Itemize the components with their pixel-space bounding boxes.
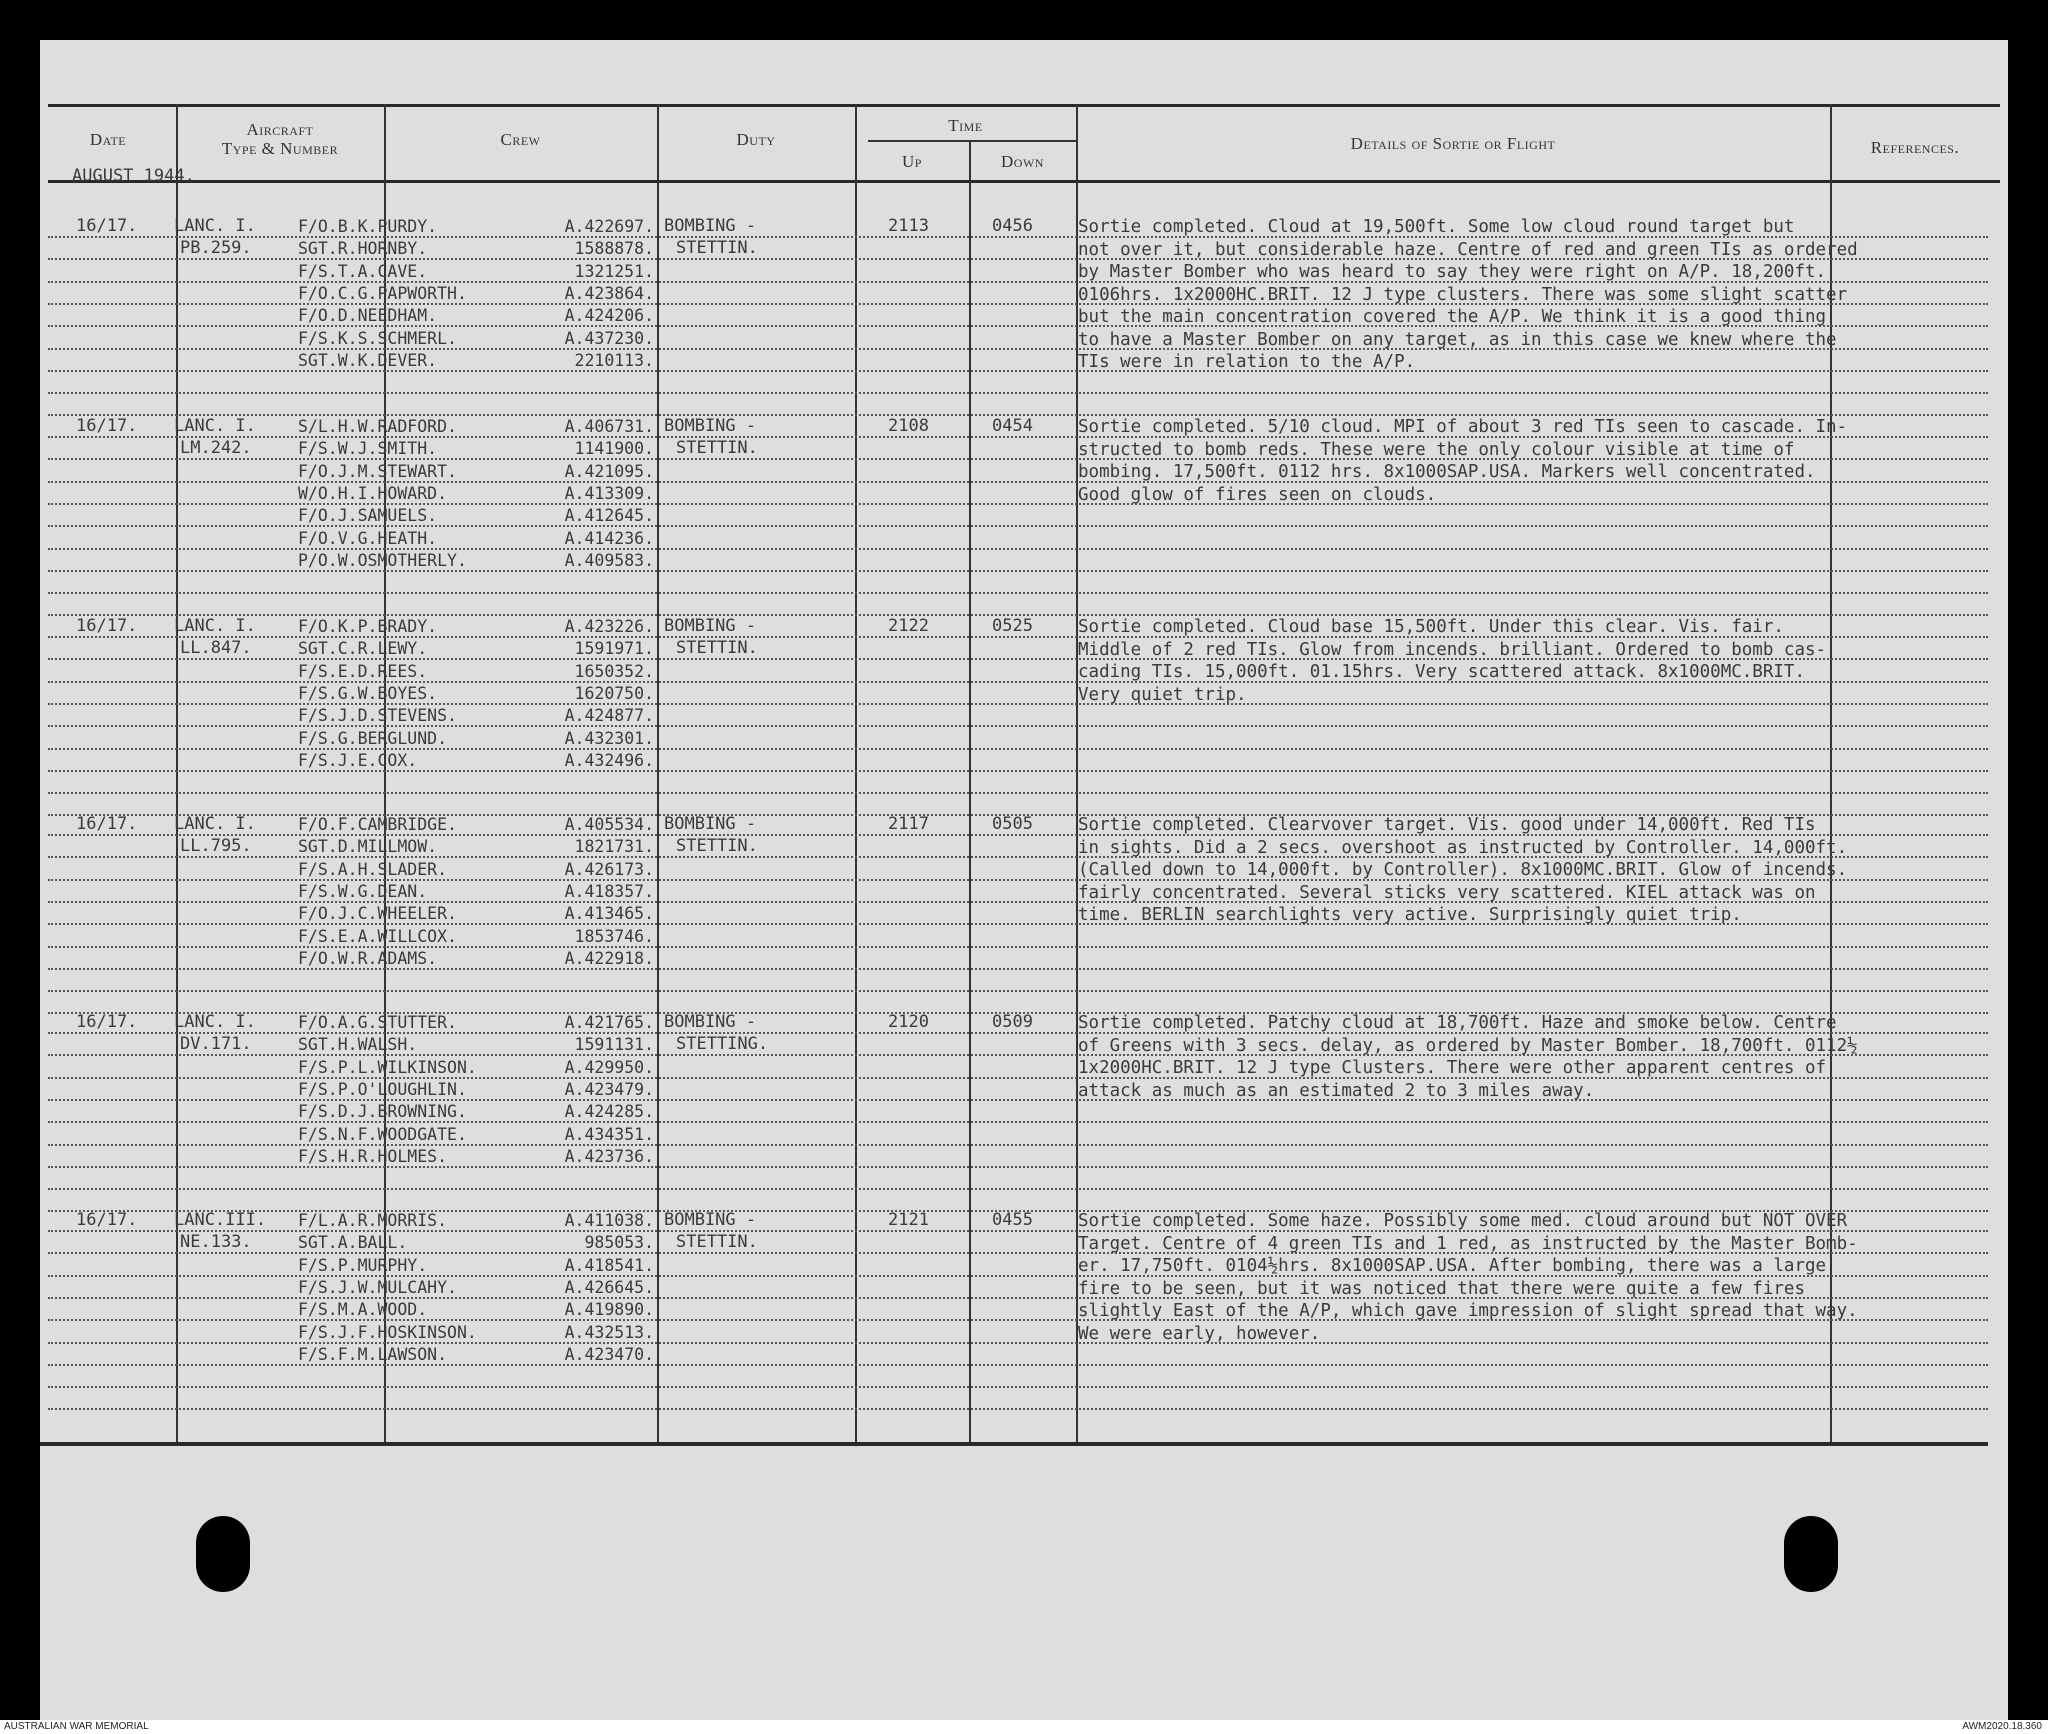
sortie-date: 16/17.	[76, 216, 138, 236]
crew-member-name: P/O.W.OSMOTHERLY.	[298, 550, 467, 570]
crew-member-name: SGT.R.HORNBY.	[298, 239, 428, 259]
crew-member-name: F/S.D.J.BROWNING.	[298, 1102, 467, 1122]
header-bottom-rule	[48, 180, 2000, 183]
header-details: Details of Sortie or Flight	[1350, 134, 1556, 153]
crew-member-number: A.406731.	[564, 417, 654, 436]
crew-member-number: A.421095.	[564, 461, 654, 481]
duty-line: BOMBING -	[664, 1210, 757, 1230]
crew-member-name: F/O.K.P.BRADY.	[298, 617, 438, 636]
crew-member-number: A.432513.	[564, 1322, 654, 1342]
detail-line: Target. Centre of 4 green TIs and 1 red, as instructed by the Master Bomb-	[1078, 1233, 1858, 1254]
detail-line: Sortie completed. Cloud at 19,500ft. Some low cloud round target but	[1078, 217, 1795, 237]
crew-member-name: F/S.J.W.MULCAHY.	[298, 1277, 457, 1297]
crew-member-number: A.414236.	[564, 528, 654, 548]
time-down: 0454	[992, 416, 1033, 436]
duty-line: BOMBING -	[664, 416, 757, 436]
ruled-line	[48, 592, 1988, 594]
aircraft-line: LANC. I.	[174, 814, 256, 834]
header-crew: Crew	[500, 130, 541, 149]
detail-line: (Called down to 14,000ft. by Controller). 8x1000MC.BRIT. Glow of incends.	[1078, 860, 1848, 880]
crew-member-number: 1591971.	[574, 639, 654, 659]
footer-institution: AUSTRALIAN WAR MEMORIAL	[4, 1721, 149, 1732]
aircraft-line: LANC. I.	[174, 416, 256, 436]
crew-member-name: F/S.M.A.WOOD.	[298, 1300, 428, 1320]
sortie-date: 16/17.	[76, 416, 138, 436]
record-sheet	[40, 40, 2008, 1720]
crew-member-number: A.426645.	[564, 1277, 654, 1297]
ruled-line	[48, 1386, 1988, 1388]
crew-member-number: A.423736.	[564, 1146, 654, 1166]
binder-hole-right	[1784, 1516, 1838, 1592]
binder-hole-left	[196, 1516, 250, 1592]
header-date: Date	[89, 130, 127, 149]
header-references: References.	[1870, 138, 1960, 157]
detail-line: 0106hrs. 1x2000HC.BRIT. 12 J type clusters. There was some slight scatter	[1078, 284, 1848, 305]
crew-member-name: F/S.J.F.HOSKINSON.	[298, 1322, 477, 1342]
crew-member-name: F/S.G.W.BOYES.	[298, 683, 438, 703]
crew-member-number: A.418541.	[564, 1255, 654, 1275]
crew-member-name: F/S.H.R.HOLMES.	[298, 1146, 448, 1166]
time-down: 0456	[992, 216, 1033, 236]
detail-line: fairly concentrated. Several sticks very scattered. KIEL attack was on	[1078, 882, 1816, 903]
header-duty: Duty	[736, 130, 776, 149]
detail-line: time. BERLIN searchlights very active. Surprisingly quiet trip.	[1078, 905, 1742, 925]
crew-member-number: A.421765.	[564, 1013, 654, 1032]
detail-line: but the main concentration covered the A/P. We think it is a good thing	[1078, 307, 1827, 327]
aircraft-line: LM.242.	[180, 438, 252, 459]
duty-line: BOMBING -	[664, 216, 757, 236]
month-label: AUGUST 1944.	[72, 166, 195, 186]
detail-line: cading TIs. 15,000ft. 01.15hrs. Very scattered attack. 8x1000MC.BRIT.	[1078, 662, 1805, 682]
crew-member-name: F/S.E.A.WILLCOX.	[298, 926, 457, 946]
detail-line: Very quiet trip.	[1078, 684, 1247, 705]
crew-member-number: 985053.	[584, 1233, 654, 1253]
crew-member-name: S/L.H.W.RADFORD.	[298, 417, 457, 436]
detail-line: We were early, however.	[1078, 1323, 1321, 1344]
crew-member-name: SGT.C.R.LEWY.	[298, 639, 428, 659]
detail-line: er. 17,750ft. 0104½hrs. 8x1000SAP.USA. After bombing, there was a large	[1078, 1256, 1827, 1276]
table-bottom-rule	[40, 1442, 1988, 1446]
crew-member-name: SGT.A.BALL.	[298, 1233, 408, 1253]
crew-member-number: A.422697.	[564, 217, 654, 236]
crew-member-name: F/S.K.S.SCHMERL.	[298, 328, 457, 348]
detail-line: Sortie completed. Patchy cloud at 18,700ft. Haze and smoke below. Centre	[1078, 1013, 1837, 1033]
time-subheader-rule	[868, 140, 1078, 142]
ruled-line	[48, 1408, 1988, 1410]
time-up: 2122	[888, 616, 929, 636]
detail-line: 1x2000HC.BRIT. 12 J type Clusters. There were other apparent centres of	[1078, 1058, 1827, 1078]
ruled-line	[48, 392, 1988, 394]
detail-line: slightly East of the A/P, which gave impression of slight spread that way.	[1078, 1301, 1858, 1321]
detail-line: Sortie completed. Some haze. Possibly some med. cloud around but NOT OVER	[1078, 1211, 1848, 1231]
crew-member-number: 1321251.	[574, 261, 654, 281]
crew-member-name: F/O.J.SAMUELS.	[298, 506, 438, 526]
detail-line: by Master Bomber who was heard to say they were right on A/P. 18,200ft.	[1078, 262, 1827, 282]
crew-member-number: A.424206.	[564, 306, 654, 326]
crew-member-name: F/O.B.K.PURDY.	[298, 217, 438, 236]
crew-member-name: F/O.D.NEEDHAM.	[298, 306, 438, 326]
crew-member-name: F/S.F.M.LAWSON.	[298, 1344, 448, 1364]
crew-member-name: F/S.W.G.DEAN.	[298, 881, 428, 901]
time-up: 2113	[888, 216, 929, 236]
header-aircraft: Aircraft Type & Number	[221, 120, 339, 158]
crew-member-name: F/S.P.O'LOUGHLIN.	[298, 1079, 467, 1099]
crew-member-name: F/S.G.BERGLUND.	[298, 728, 448, 748]
crew-member-number: A.437230.	[564, 328, 654, 348]
detail-line: of Greens with 3 secs. delay, as ordered by Master Bomber. 18,700ft. 0112½	[1078, 1035, 1858, 1056]
crew-member-number: A.432301.	[564, 728, 654, 748]
crew-member-name: F/S.A.H.SLADER.	[298, 859, 448, 879]
sortie-date: 16/17.	[76, 1012, 138, 1032]
crew-member-number: 1821731.	[574, 837, 654, 857]
detail-line: not over it, but considerable haze. Centre of red and green TIs as ordered	[1078, 239, 1858, 260]
aircraft-line: DV.171.	[180, 1034, 252, 1055]
aircraft-line: LL.795.	[180, 836, 252, 857]
crew-member-name: F/S.W.J.SMITH.	[298, 439, 438, 459]
ruled-line	[48, 792, 1988, 794]
crew-member-number: A.429950.	[564, 1057, 654, 1077]
duty-line: STETTING.	[676, 1034, 769, 1055]
crew-member-name: SGT.W.K.DEVER.	[298, 350, 438, 370]
crew-member-number: A.418357.	[564, 881, 654, 901]
detail-line: Good glow of fires seen on clouds.	[1078, 484, 1437, 505]
ruled-line	[48, 990, 1988, 992]
crew-member-number: A.413309.	[564, 483, 654, 503]
crew-member-number: 1591131.	[574, 1035, 654, 1055]
duty-line: BOMBING -	[664, 1012, 757, 1032]
time-up: 2108	[888, 416, 929, 436]
footer-accession-number: AWM2020.18.360	[1962, 1721, 2042, 1732]
aircraft-line: LANC. I.	[174, 216, 256, 236]
detail-line: structed to bomb reds. These were the only colour visible at time of	[1078, 439, 1795, 460]
crew-member-name: F/S.J.E.COX.	[298, 750, 418, 770]
crew-member-number: A.423864.	[564, 283, 654, 303]
crew-member-name: F/O.J.M.STEWART.	[298, 461, 457, 481]
detail-line: Middle of 2 red TIs. Glow from incends. brilliant. Ordered to bomb cas-	[1078, 639, 1827, 660]
detail-line: Sortie completed. Clearvover target. Vis. good under 14,000ft. Red TIs	[1078, 815, 1816, 835]
archive-footer	[0, 1720, 2048, 1734]
sortie-date: 16/17.	[76, 814, 138, 834]
crew-member-number: A.405534.	[564, 815, 654, 834]
detail-line: to have a Master Bomber on any target, as in this case we knew where the	[1078, 329, 1837, 350]
crew-member-number: A.423479.	[564, 1079, 654, 1099]
time-down: 0505	[992, 814, 1033, 834]
aircraft-line: LANC. I.	[174, 1012, 256, 1032]
crew-member-name: F/O.C.G.PAPWORTH.	[298, 283, 467, 303]
crew-member-name: F/O.W.R.ADAMS.	[298, 948, 438, 968]
crew-member-number: A.412645.	[564, 506, 654, 526]
crew-member-number: A.424877.	[564, 706, 654, 726]
sortie-date: 16/17.	[76, 616, 138, 636]
crew-member-name: W/O.H.I.HOWARD.	[298, 483, 448, 503]
crew-member-number: A.409583.	[564, 550, 654, 570]
detail-line: bombing. 17,500ft. 0112 hrs. 8x1000SAP.USA. Markers well concentrated.	[1078, 462, 1816, 482]
header-time: Time	[948, 116, 983, 135]
detail-line: Sortie completed. 5/10 cloud. MPI of about 3 red TIs seen to cascade. In-	[1078, 417, 1848, 437]
detail-line: fire to be seen, but it was noticed that there were quite a few fires	[1078, 1278, 1805, 1299]
crew-member-number: A.426173.	[564, 859, 654, 879]
crew-member-name: F/S.E.D.REES.	[298, 661, 428, 681]
duty-line: STETTIN.	[676, 836, 758, 857]
crew-member-name: F/O.F.CAMBRIDGE.	[298, 815, 457, 834]
crew-member-number: 1620750.	[574, 683, 654, 703]
crew-member-number: A.422918.	[564, 948, 654, 968]
crew-member-number: A.423226.	[564, 617, 654, 636]
crew-member-number: 2210113.	[574, 350, 654, 370]
aircraft-line: LL.847.	[180, 638, 252, 659]
aircraft-line: LANC. I.	[174, 616, 256, 636]
time-up: 2121	[888, 1210, 929, 1230]
duty-line: BOMBING -	[664, 814, 757, 834]
header-top-rule	[48, 104, 2000, 107]
aircraft-line: LANC.III.	[174, 1210, 267, 1230]
crew-member-name: F/S.N.F.WOODGATE.	[298, 1124, 467, 1144]
time-down: 0525	[992, 616, 1033, 636]
crew-member-number: A.434351.	[564, 1124, 654, 1144]
time-up: 2117	[888, 814, 929, 834]
crew-member-name: F/L.A.R.MORRIS.	[298, 1211, 448, 1230]
crew-member-number: A.432496.	[564, 750, 654, 770]
aircraft-line: PB.259.	[180, 238, 252, 259]
detail-line: Sortie completed. Cloud base 15,500ft. Under this clear. Vis. fair.	[1078, 617, 1784, 637]
time-down: 0509	[992, 1012, 1033, 1032]
crew-member-name: F/O.A.G.STUTTER.	[298, 1013, 457, 1032]
crew-member-name: F/O.V.G.HEATH.	[298, 528, 438, 548]
crew-member-name: F/S.T.A.CAVE.	[298, 261, 428, 281]
crew-member-number: A.423470.	[564, 1344, 654, 1364]
crew-member-name: F/S.P.L.WILKINSON.	[298, 1057, 477, 1077]
crew-member-number: A.411038.	[564, 1211, 654, 1230]
crew-member-name: SGT.H.WALSH.	[298, 1035, 418, 1055]
crew-member-name: F/S.J.D.STEVENS.	[298, 706, 457, 726]
ruled-line	[48, 1188, 1988, 1190]
header-time-up: Up	[902, 152, 922, 171]
duty-line: BOMBING -	[664, 616, 757, 636]
detail-line: TIs were in relation to the A/P.	[1078, 352, 1416, 372]
duty-line: STETTIN.	[676, 1232, 758, 1253]
crew-member-number: A.424285.	[564, 1102, 654, 1122]
duty-line: STETTIN.	[676, 438, 758, 459]
crew-member-name: F/S.P.MURPHY.	[298, 1255, 428, 1275]
crew-member-name: F/O.J.C.WHEELER.	[298, 904, 457, 924]
sortie-date: 16/17.	[76, 1210, 138, 1230]
duty-line: STETTIN.	[676, 238, 758, 259]
header-time-down: Down	[1001, 152, 1044, 171]
crew-member-number: A.413465.	[564, 904, 654, 924]
crew-member-number: 1588878.	[574, 239, 654, 259]
crew-member-name: SGT.D.MILLMOW.	[298, 837, 438, 857]
detail-line: in sights. Did a 2 secs. overshoot as instructed by Controller. 14,000ft.	[1078, 837, 1848, 858]
detail-line: attack as much as an estimated 2 to 3 miles away.	[1078, 1080, 1595, 1101]
crew-member-number: A.419890.	[564, 1300, 654, 1320]
duty-line: STETTIN.	[676, 638, 758, 659]
time-up: 2120	[888, 1012, 929, 1032]
aircraft-line: NE.133.	[180, 1232, 252, 1253]
crew-member-number: 1141900.	[574, 439, 654, 459]
crew-member-number: 1650352.	[574, 661, 654, 681]
time-down: 0455	[992, 1210, 1033, 1230]
crew-member-number: 1853746.	[574, 926, 654, 946]
